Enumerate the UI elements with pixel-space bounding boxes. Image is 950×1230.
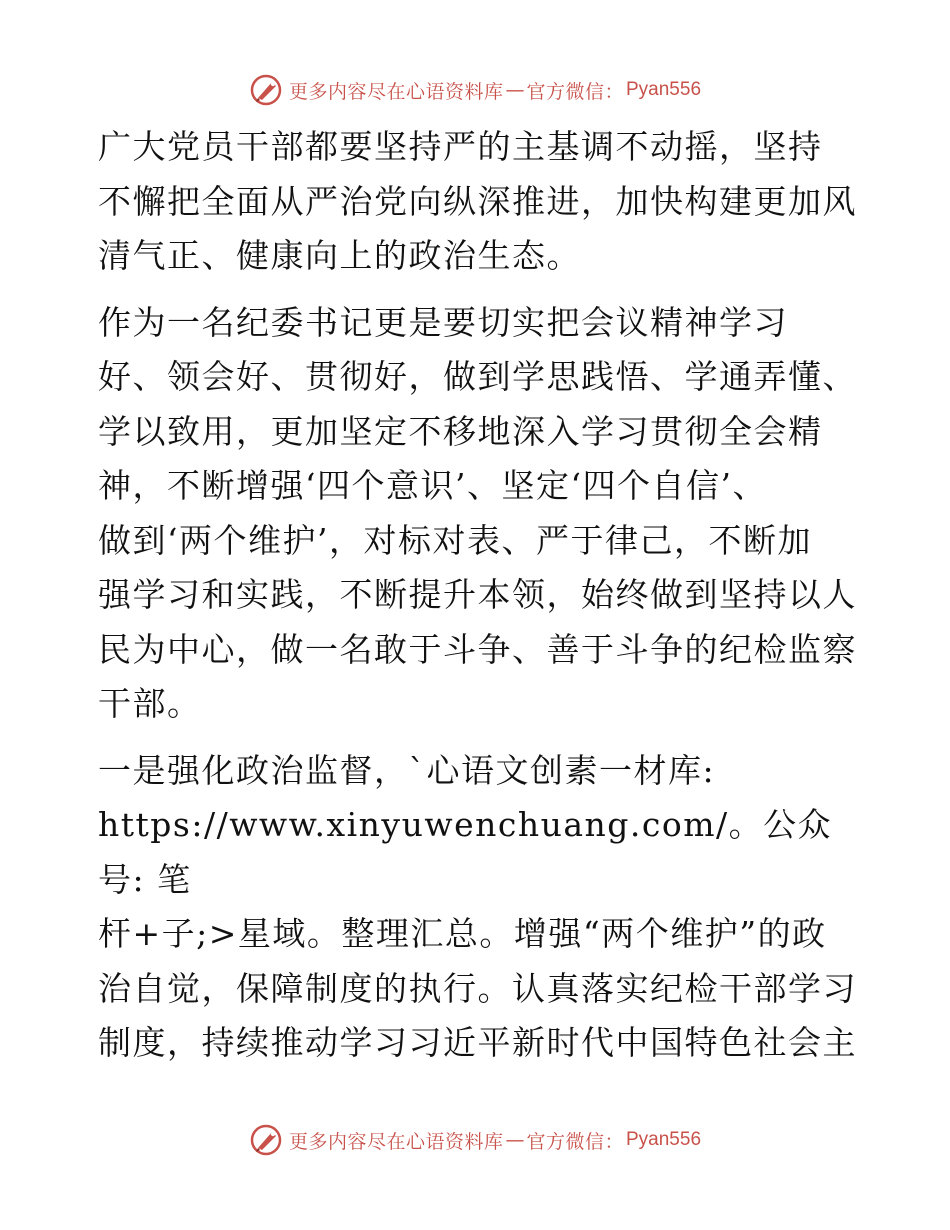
- footer-site-text: 更多内容尽在心语资料库: [288, 1130, 504, 1153]
- paragraph-1: 广大党员干部都要坚持严的主基调不动摇，坚持 不懈把全面从严治党向纵深推进，加快构建更加风 清气正、健康向上的政治生态。: [98, 127, 857, 275]
- header-wechat-id: Pyan556: [626, 79, 702, 100]
- header-site-text: 更多内容尽在心语资料库: [288, 80, 504, 103]
- footer-watermark: [0, 1120, 950, 1160]
- footer-wechat-label: 官方微信：: [526, 1130, 624, 1153]
- document-body: [98, 120, 858, 1083]
- pen-logo-icon: [249, 73, 283, 107]
- header-watermark: [0, 70, 950, 110]
- header-dash: —: [505, 79, 525, 101]
- paragraph-2: 作为一名纪委书记更是要切实把会议精神学习 好、领会好、贯彻好，做到学思践悟、学通弄懂、 学以致用，更加坚定不移地深入学习贯彻全会精 神，不断增强‘四个意识’、坚定‘四个自信’、 做到‘两个维护’，对标对表、严于律己，不断加 强学习和实践，不断提升本领，始终做到坚持以人 民为中心，做一名敢于斗争、善于斗争的纪检监察 干部。: [98, 302, 857, 723]
- header-wechat-label: 官方微信：: [526, 80, 624, 103]
- pen-logo-icon: [249, 1123, 283, 1157]
- footer-dash: —: [505, 1129, 525, 1151]
- footer-wechat-id: Pyan556: [626, 1129, 702, 1150]
- paragraph-3: 一是强化政治监督，`心语文创素一材库: https://www.xinyuwenchuang.com/。公众号: 笔 杆+子;>星域。整理汇总。增强“两个维护”的政 治自觉，保障制度的执行。认真落实纪检干部学习 制度，持续推动学习习近平新时代中国特色社会主: [98, 750, 857, 1062]
